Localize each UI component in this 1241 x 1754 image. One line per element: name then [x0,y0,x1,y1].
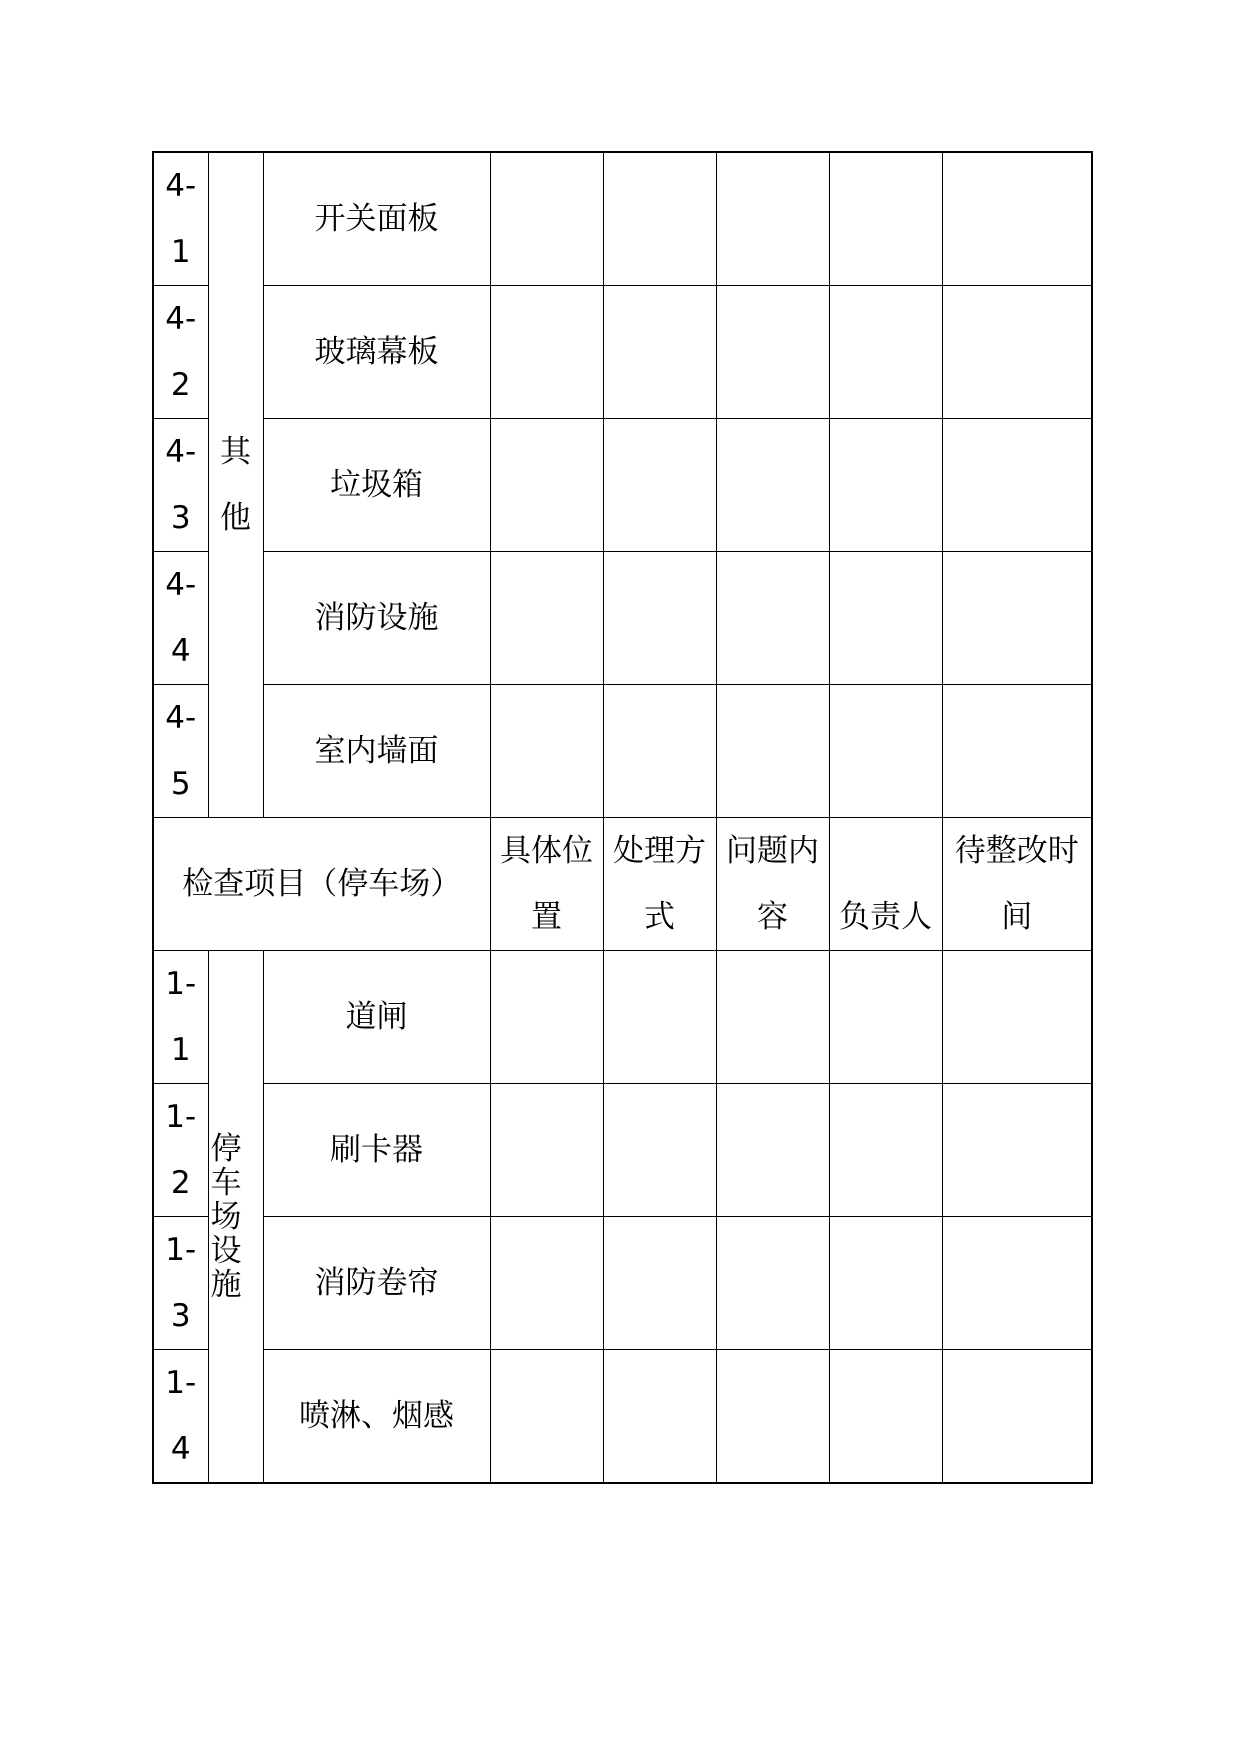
table-row [153,552,1092,685]
item-name: 刷卡器 [263,1084,490,1217]
owner-cell [829,685,942,818]
row-number: 4-1 [153,152,208,286]
handling-cell [603,1350,716,1484]
issue-cell [716,286,829,419]
table-row [153,152,1092,286]
row-number: 4-3 [153,419,208,552]
owner-cell [829,1217,942,1350]
owner-cell [829,1350,942,1484]
issue-cell [716,552,829,685]
deadline-cell [942,951,1092,1084]
item-name: 垃圾箱 [263,419,490,552]
column-header-owner: 负责人 [829,818,942,951]
owner-cell [829,951,942,1084]
location-cell [490,1350,603,1484]
owner-cell [829,286,942,419]
table-row [153,1084,1092,1217]
section-header-row [153,818,1092,951]
deadline-cell [942,552,1092,685]
issue-cell [716,685,829,818]
item-name: 消防设施 [263,552,490,685]
item-name: 室内墙面 [263,685,490,818]
column-header-issue: 问题内容 [716,818,829,951]
issue-cell [716,1084,829,1217]
deadline-cell [942,685,1092,818]
handling-cell [603,286,716,419]
owner-cell [829,552,942,685]
table-row [153,1217,1092,1350]
issue-cell [716,951,829,1084]
column-header-location: 具体位置 [490,818,603,951]
item-name: 玻璃幕板 [263,286,490,419]
deadline-cell [942,1217,1092,1350]
issue-cell [716,419,829,552]
table-row [153,685,1092,818]
row-number: 1-4 [153,1350,208,1484]
section-title: 检查项目（停车场） [153,818,490,951]
handling-cell [603,552,716,685]
table-row [153,286,1092,419]
location-cell [490,1217,603,1350]
issue-cell [716,1217,829,1350]
table-row [153,1350,1092,1484]
item-name: 开关面板 [263,152,490,286]
handling-cell [603,1084,716,1217]
column-header-deadline: 待整改时间 [942,818,1092,951]
location-cell [490,286,603,419]
location-cell [490,152,603,286]
inspection-table [152,151,1093,1484]
location-cell [490,685,603,818]
location-cell [490,419,603,552]
handling-cell [603,419,716,552]
deadline-cell [942,1084,1092,1217]
deadline-cell [942,1350,1092,1484]
column-header-handling: 处理方式 [603,818,716,951]
handling-cell [603,152,716,286]
group-cell: 停车场设施 [208,951,263,1484]
deadline-cell [942,152,1092,286]
owner-cell [829,152,942,286]
item-name: 道闸 [263,951,490,1084]
table-row [153,951,1092,1084]
issue-cell [716,1350,829,1484]
issue-cell [716,152,829,286]
location-cell [490,552,603,685]
item-name: 消防卷帘 [263,1217,490,1350]
row-number: 4-2 [153,286,208,419]
location-cell [490,1084,603,1217]
group-cell: 其他 [208,152,263,818]
item-name: 喷淋、烟感 [263,1350,490,1484]
table-row [153,419,1092,552]
row-number: 1-3 [153,1217,208,1350]
handling-cell [603,951,716,1084]
handling-cell [603,685,716,818]
deadline-cell [942,286,1092,419]
row-number: 4-4 [153,552,208,685]
row-number: 1-1 [153,951,208,1084]
owner-cell [829,419,942,552]
owner-cell [829,1084,942,1217]
row-number: 4-5 [153,685,208,818]
location-cell [490,951,603,1084]
handling-cell [603,1217,716,1350]
deadline-cell [942,419,1092,552]
row-number: 1-2 [153,1084,208,1217]
